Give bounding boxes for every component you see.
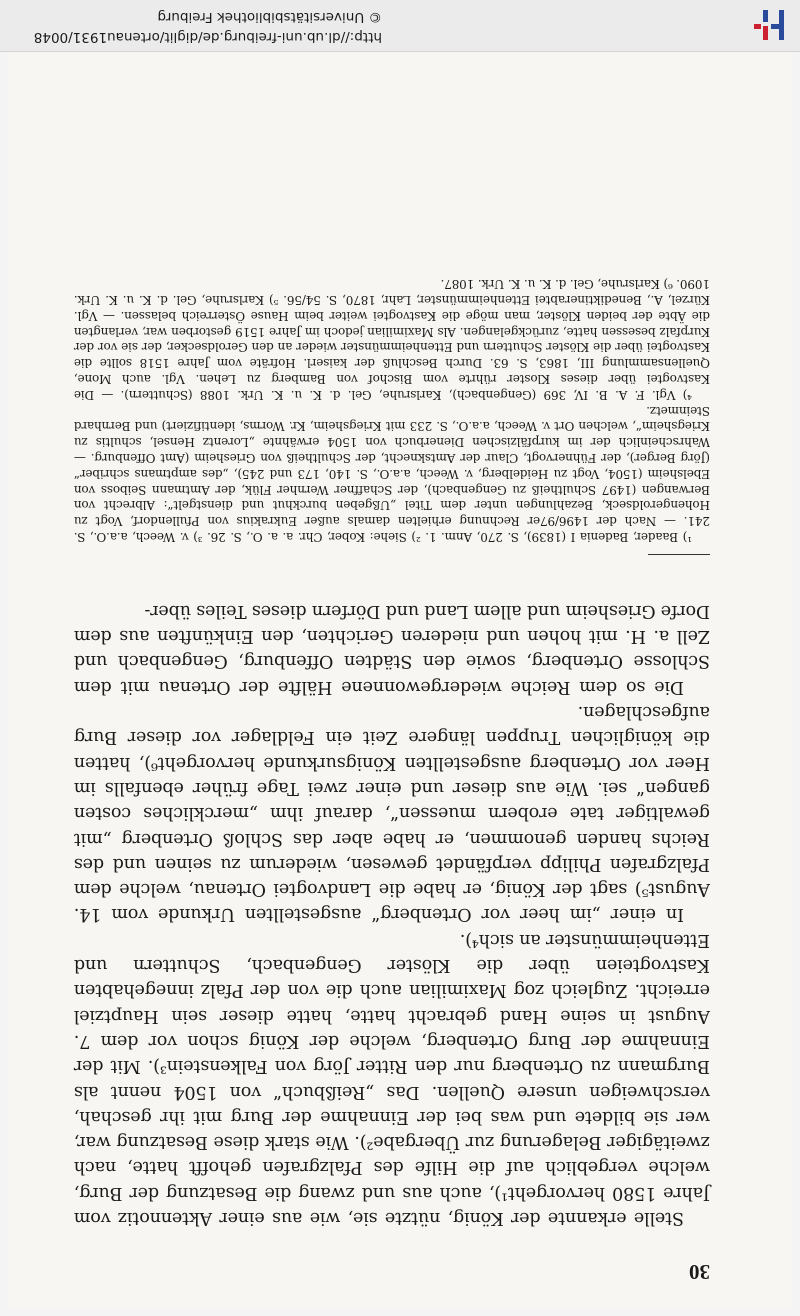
- body-text: [74, 598, 710, 1230]
- source-bar: [0, 0, 800, 52]
- body-paragraph: Die so dem Reiche wiedergewonnene Hälfte der Ortenau mit dem Schlosse Ortenberg, sowie den Städten Offenburg, Gengenbach und Zell a. H. mit hohen und niederen Gerichten, den Einkünften aus dem Dorfe Griesheim und allem Land und Dörfern dieses Teiles über-: [74, 600, 710, 697]
- ub-freiburg-logo-icon: [752, 7, 788, 43]
- body-paragraph: Stelle erkannte der König, nützte sie, wie aus einer Aktennotiz vom Jahre 1580 hervorgeht¹), auch aus und zwang die Besatzung der Burg, welche vergeblich auf die Hilfe des Pfalzgrafen gehofft hatte, nach zweitägiger Belagerung zur Übergabe²). Wie stark diese Besatzung war, wer sie bildete und was bei der Einnahme der Burg mit ihr geschah, verschweigen unsere Quellen. Das „Reißbuch“ von 1504 nennt als Burgmann zu Ortenberg nur den Ritter Jörg von Falkenstein³). Mit der Einnahme der Burg Ortenberg, welche der König schon vor dem 7. August in seine Hand gebracht hatte, hatte dieser sein Hauptziel erreicht. Zugleich zog Maximilian auch die von der Pfalz innegehabten Kastvogteien über die Klöster Gengenbach, Schuttern und Ettenheimmünster an sich⁴).: [74, 929, 710, 1228]
- footnotes: [74, 275, 710, 544]
- footnote: ⁴) Vgl. F. A. B. IV, 369 (Gengenbach), Karlsruhe, Gel. d. K. u. K. Urk. 1088 (Schuttern). — Die Kastvogtei über dieses Kloster rührte vom Bischof von Bamberg zu Lehen. Vgl. auch Mone, Quellensammlung III, 1863, S. 63. Durch Beschluß der kaiserl. Hofräte vom Jahre 1518 sollte die Kastvogtei über die Klöster Schuttern und Ettenheimmünster wieder an den Geroldsecker, der sie vor der Kurpfalz besessen hatte, zurückgelangen. Als Maximilian jedoch im Jahre 1519 gestorben war, verlangten die Äbte der beiden Klöster, man möge die Kastvogtei weiter beim Hause Österreich belassen. — Vgl. Kürzel, A., Benediktinerabtei Ettenheimmünster, Lahr, 1870, S. 54/56. ⁵) Karlsruhe, Gel. d. K. u. K. Urk. 1090. ⁶) Karlsruhe, Gel. d. K. u. K. Urk. 1087.: [74, 277, 710, 402]
- source-url-link[interactable]: http://dl.ub.uni-freiburg.de/diglit/ortenau1931/0048: [33, 29, 382, 45]
- footnote: ¹) Baader, Badenia I (1839), S. 270, Anm. 1. ²) Siehe: Kober, Chr. a. a. O., S. 26. ³) v. Weech, a.a.O., S. 241. — Nach der 1496/97er Rechnung erhielten damals außer Eukrakius von Pfullendorf, Vogt zu Hohengeroldseck, Bezahlungen unter dem Titel „Ußgeben burckhut und dienstgelt“: Albrecht von Berwangen (1497 Schultheiß zu Gengenbach), der Schaffner Wernher Flük, der Amtmann Seiboss von Ebelsheim (1504, Vogt zu Heidelberg, v. Weech, a.a.O., S. 140, 173 und 245), „des amptmans schriber“ (Jörg Berger), der Fühnervogt, Claur der Amtsknecht, der Schultheiß von Griesheim (Amt Offenburg. — Wahrscheinlich der im kurpfälzischen Dienerbuch von 1504 erwähnte „Lorentz Hensel, schultis zu Kriegsheim“, welchen Ort v. Weech, a.a.O., S. 233 mit Kriegsheim, Kr. Worms, identifiziert) und Bernhard Steinmetz.: [74, 403, 710, 544]
- page-number: 30: [689, 1260, 710, 1284]
- scanned-page: [8, 52, 792, 1308]
- body-paragraph: In einer „im heer vor Ortenberg“ ausgestellten Urkunde vom 14. August⁵) sagt der König, er habe die Landvogtei Ortenau, welche dem Pfalzgrafen Philipp verpfändet gewesen, wiederum zu seinen und des Reichs handen genommen, er habe aber das Schloß Ortenberg „mit gewaltiger tate erobern muessen“, darauf ihm „merckliches costen gangen“ sei. Wie aus dieser und einer zwei Tage früher ebenfalls im Heer vor Ortenberg ausgestellten Königsurkunde hervorgeht⁶), hatten die königlichen Truppen längere Zeit ein Feldlager vor dieser Burg aufgeschlagen.: [74, 702, 710, 925]
- copyright-notice: © Universitätsbibliothek Freiburg: [157, 9, 382, 25]
- footnote-divider: [648, 554, 710, 555]
